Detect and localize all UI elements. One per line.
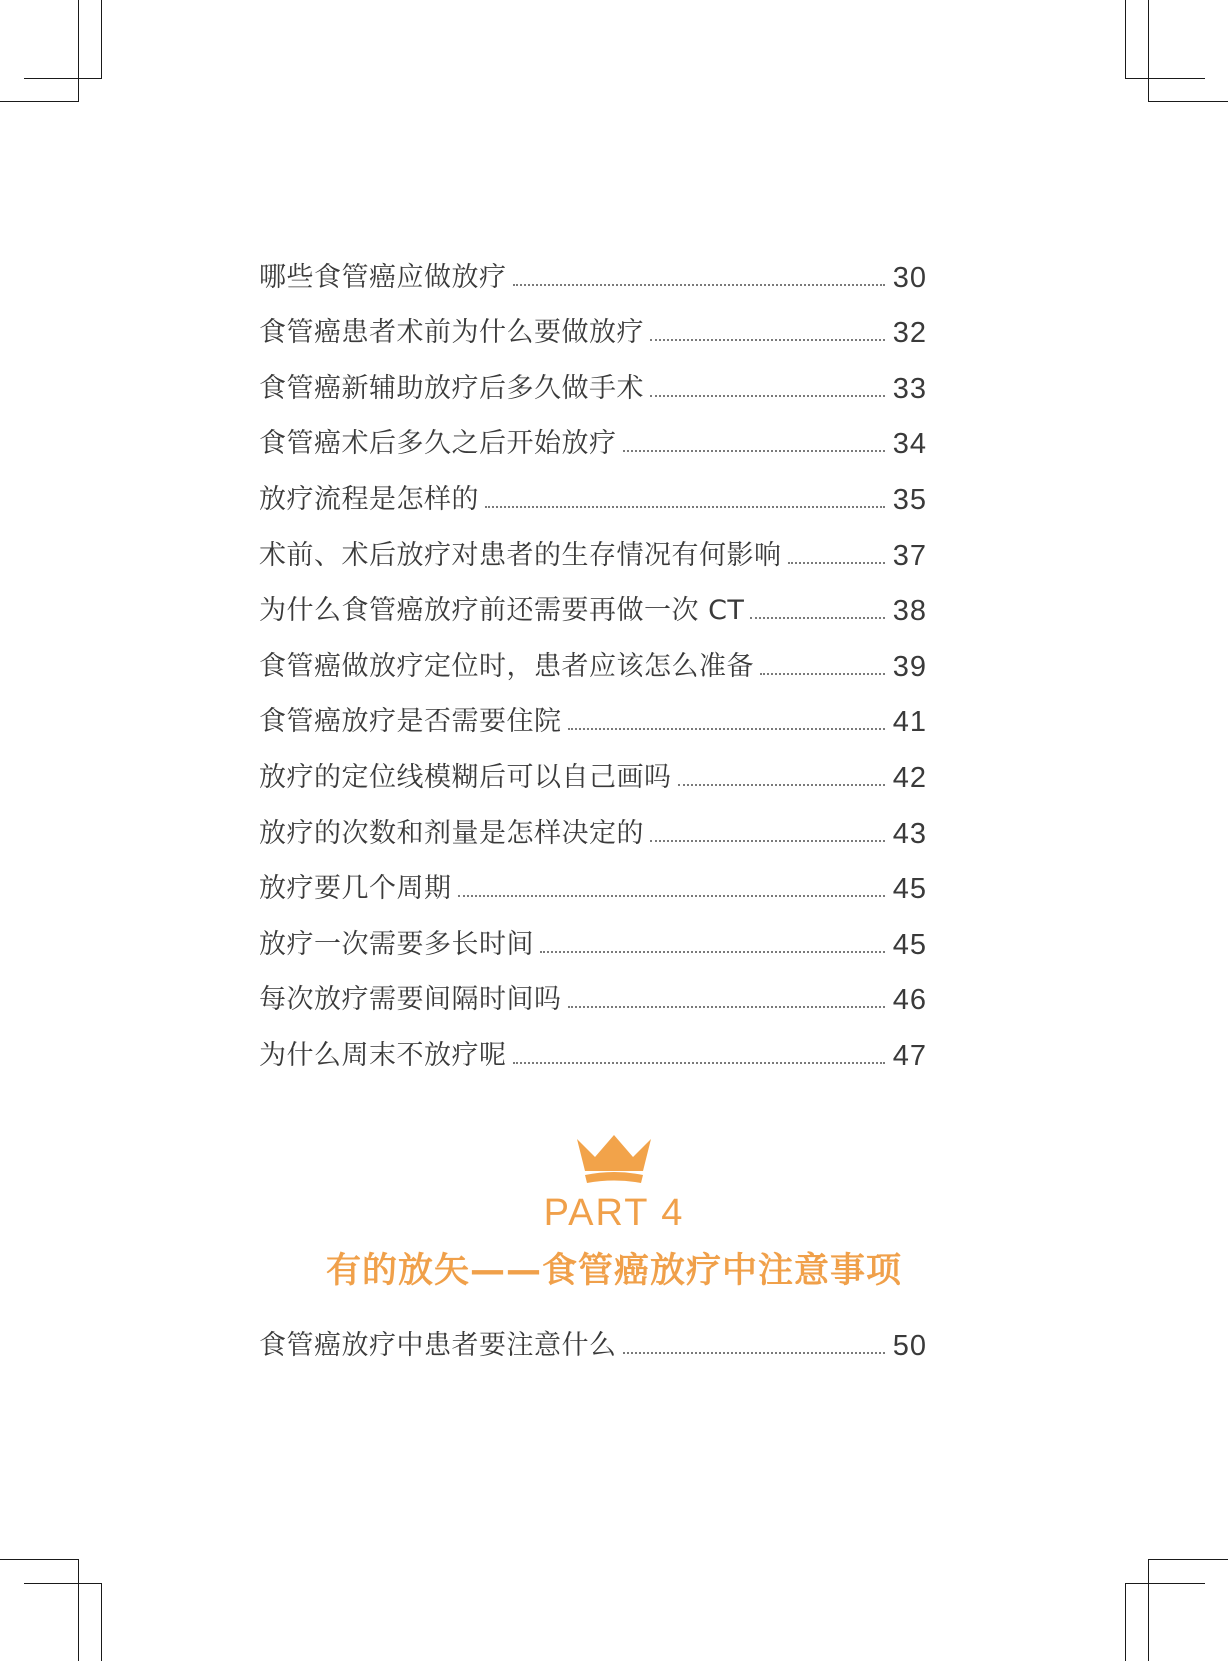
toc-dot-leader [540,951,885,953]
toc-entry[interactable] [259,695,927,751]
part-title: 有的放矢——食管癌放疗中注意事项 [325,1251,902,1291]
toc-dot-leader [485,506,885,508]
toc-dot-leader [788,562,885,564]
crown-icon [575,1133,653,1185]
crop-mark-bottom-right-h2 [1125,1583,1205,1584]
crop-mark-top-left-v2 [101,0,102,78]
toc-entry-page: 50 [892,1329,927,1362]
toc-entry-page: 37 [892,539,927,572]
toc-entry-page: 45 [892,873,927,906]
toc-list-upper [259,250,927,1084]
toc-entry-page: 35 [892,483,927,516]
toc-entry[interactable] [259,417,927,473]
toc-entry-page: 32 [892,317,927,350]
toc-entry-page: 38 [892,595,927,628]
toc-entry-title: 为什么周末不放疗呢 [259,1039,507,1071]
toc-dot-leader [650,395,885,397]
toc-entry[interactable] [259,1318,927,1374]
crop-mark-bottom-left-h2 [24,1583,102,1584]
crop-mark-top-right-h2 [1148,101,1228,102]
toc-entry-page: 46 [892,984,927,1017]
toc-entry-page: 45 [892,928,927,961]
toc-entry-title: 食管癌放疗是否需要住院 [259,706,562,738]
toc-entry-page: 30 [892,261,927,294]
toc-entry-title: 食管癌新辅助放疗后多久做手术 [259,372,644,404]
toc-entry[interactable] [259,917,927,973]
toc-entry[interactable] [259,361,927,417]
crop-mark-top-right-h1 [1125,78,1205,79]
toc-entry-page: 34 [892,428,927,461]
toc-entry-title: 放疗一次需要多长时间 [259,928,534,960]
crop-mark-bottom-left-h1 [0,1559,79,1560]
toc-entry[interactable] [259,472,927,528]
toc-dot-leader [623,1352,885,1354]
toc-dot-leader [760,673,885,675]
crop-mark-bottom-right-h1 [1148,1559,1228,1560]
toc-entry-title: 每次放疗需要间隔时间吗 [259,984,562,1016]
toc-entry[interactable] [259,306,927,362]
toc-entry[interactable] [259,528,927,584]
crop-mark-bottom-right-v1 [1148,1559,1149,1661]
toc-dot-leader [623,450,885,452]
toc-entry-title: 食管癌放疗中患者要注意什么 [259,1329,617,1361]
toc-dot-leader [458,895,885,897]
toc-list-lower [259,1318,927,1374]
toc-dot-leader [513,284,885,286]
toc-entry-title: 放疗要几个周期 [259,873,452,905]
part-label: PART 4 [543,1192,685,1234]
toc-entry-page: 41 [892,706,927,739]
crop-mark-top-right-v2 [1148,0,1149,101]
crop-mark-bottom-left-v2 [101,1583,102,1661]
toc-dot-leader [650,840,885,842]
crop-mark-top-right-v1 [1125,0,1126,78]
toc-entry[interactable] [259,584,927,640]
toc-entry-page: 39 [892,650,927,683]
toc-dot-leader [678,784,885,786]
toc-entry-title: 放疗的次数和剂量是怎样决定的 [259,817,644,849]
toc-entry[interactable] [259,250,927,306]
toc-dot-leader [568,728,885,730]
toc-entry-page: 43 [892,817,927,850]
toc-entry-title: 食管癌患者术前为什么要做放疗 [259,317,644,349]
toc-entry[interactable] [259,862,927,918]
crop-mark-top-left-v1 [78,0,79,101]
toc-entry-title: 放疗的定位线模糊后可以自己画吗 [259,761,672,793]
toc-entry-page: 47 [892,1039,927,1072]
crop-mark-bottom-right-v2 [1125,1583,1126,1661]
toc-entry-title: 为什么食管癌放疗前还需要再做一次 CT [259,595,745,627]
toc-entry-page: 33 [892,372,927,405]
toc-dot-leader [513,1062,885,1064]
crop-mark-bottom-left-v1 [78,1559,79,1661]
toc-dot-leader [650,339,885,341]
toc-entry-title: 放疗流程是怎样的 [259,483,479,515]
part-header [0,1133,1228,1293]
crop-mark-top-left-h2 [24,78,102,79]
toc-dot-leader [568,1006,885,1008]
toc-entry[interactable] [259,973,927,1029]
toc-entry[interactable] [259,1028,927,1084]
toc-entry-title: 术前、术后放疗对患者的生存情况有何影响 [259,539,782,571]
crop-mark-top-left-h1 [0,101,79,102]
toc-entry-title: 食管癌做放疗定位时，患者应该怎么准备 [259,650,754,682]
toc-entry[interactable] [259,806,927,862]
toc-entry-title: 食管癌术后多久之后开始放疗 [259,428,617,460]
toc-entry[interactable] [259,750,927,806]
toc-dot-leader [750,617,884,619]
toc-entry-title: 哪些食管癌应做放疗 [259,261,507,293]
toc-entry-page: 42 [892,761,927,794]
toc-entry[interactable] [259,639,927,695]
